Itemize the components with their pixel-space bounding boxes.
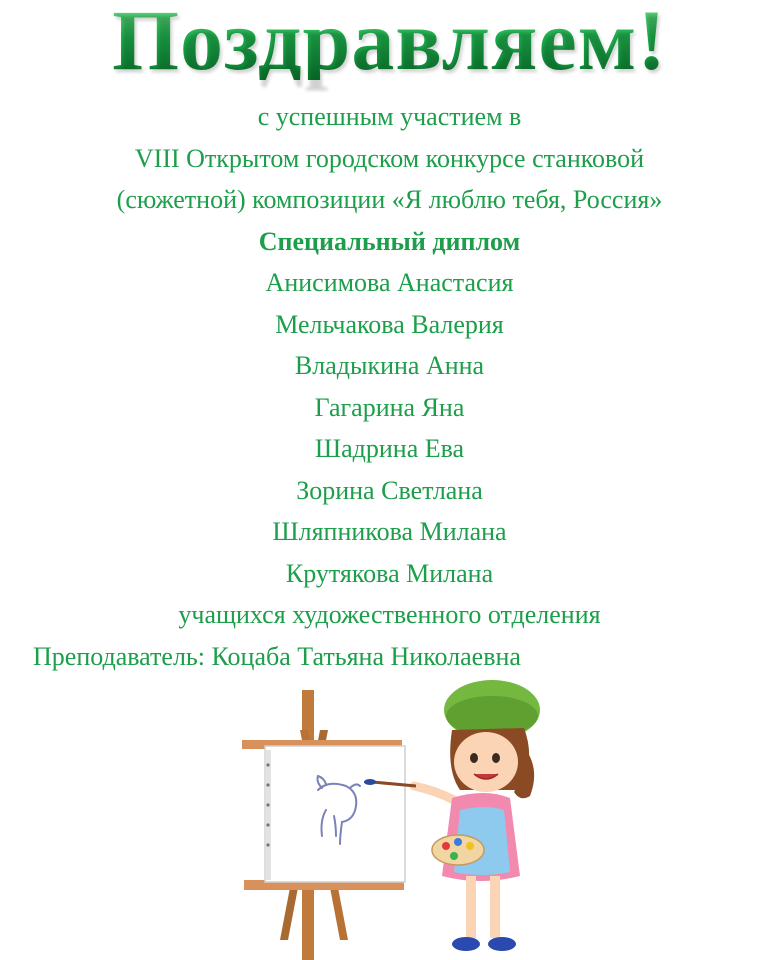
student-name: Мельчакова Валерия	[275, 310, 504, 339]
teacher-line: Преподаватель: Коцаба Татьяна Николаевна	[33, 642, 521, 671]
student-name: Шадрина Ева	[314, 434, 465, 463]
student-name: Гагарина Яна	[314, 393, 465, 422]
student-name: Крутякова Милана	[285, 559, 494, 588]
award-title: Специальный диплом	[258, 227, 521, 256]
student-name: Владыкина Анна	[294, 351, 485, 380]
department-line: учащихся художественного отделения	[178, 600, 601, 629]
easel-icon	[242, 690, 405, 960]
intro-line: VIII Открытом городском конкурсе станковой	[134, 144, 645, 173]
student-name: Анисимова Анастасия	[265, 268, 514, 297]
page-title: Поздравляем!	[0, 0, 779, 80]
intro-line: с успешным участием в	[257, 102, 522, 131]
girl-painting-illustration	[230, 670, 560, 960]
intro-line: (сюжетной) композиции «Я люблю тебя, Россия»	[116, 185, 663, 214]
student-name: Зорина Светлана	[296, 476, 483, 505]
student-name: Шляпникова Милана	[272, 517, 507, 546]
